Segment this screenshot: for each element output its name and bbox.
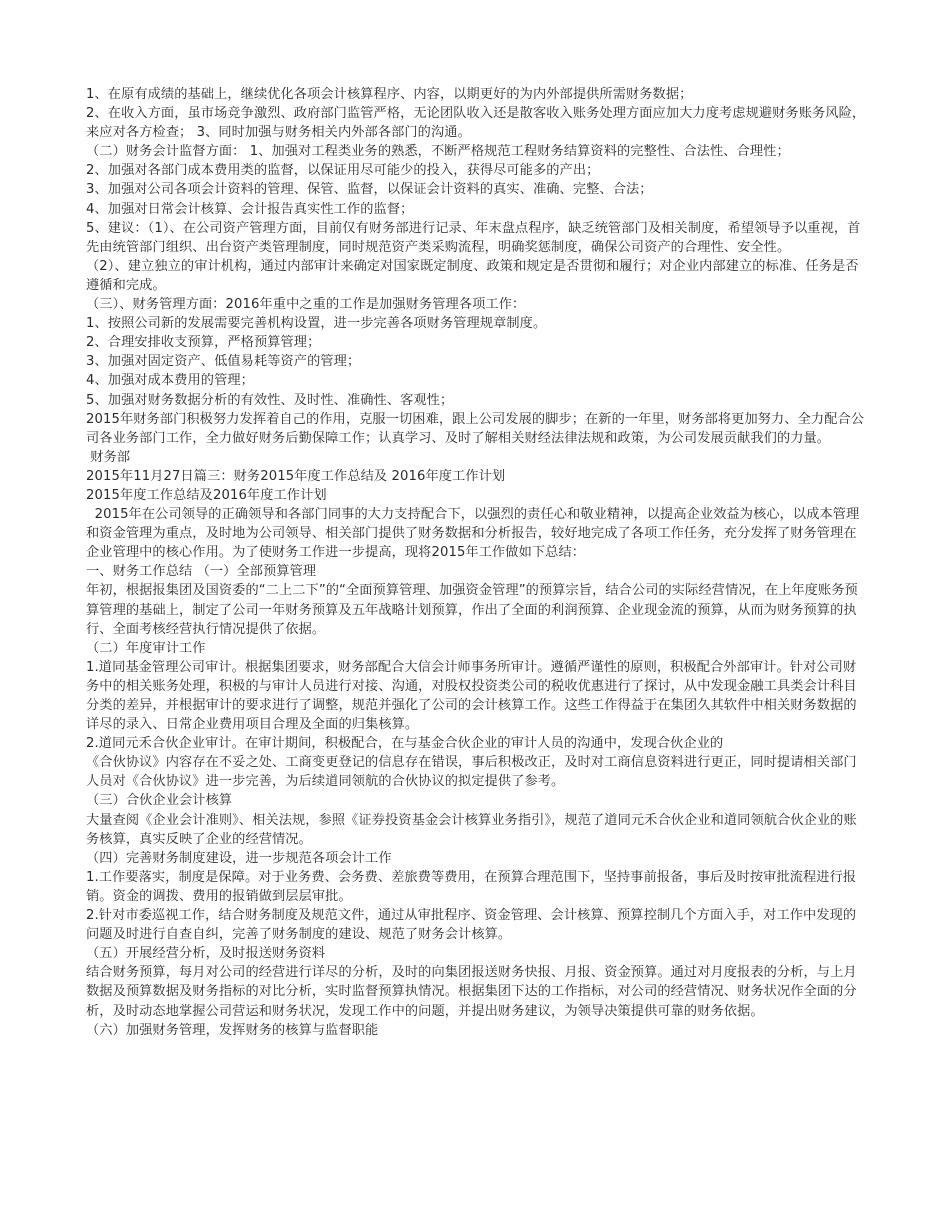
document-line: 2.道同元禾合伙企业审计。在审计期间，积极配合，在与基金合伙企业的审计人员的沟通中，发现合伙企业的 [86, 736, 724, 752]
document-line: 1、在原有成绩的基础上，继续优化各项会计核算程序、内容，以期更好的为内外部提供所需财务数据； [86, 87, 693, 102]
document-line: 2、在收入方面，虽市场竞争激烈、政府部门监管严格，无论团队收入还是散客收入账务处理方面应加大力度考虑规避财务账务风险，来应对各方检查； 3、同时加强与财务相关内外部各部门的沟通。 [86, 106, 866, 141]
document-line: 2、合理安排收支预算，严格预算管理； [86, 335, 321, 351]
document-line: 3、加强对公司各项会计资料的管理、保管、监督，以保证会计资料的真实、准确、完整、合法； [86, 182, 653, 198]
document-text-body [86, 85, 868, 1040]
document-line: 2.针对市委巡视工作，结合财务制度及规范文件，通过从审批程序、资金管理、会计核算、预算控制几个方面入手，对工作中发现的问题及时进行自查自纠，完善了财务制度的建设、规范了财务会计核算。 [86, 908, 857, 943]
document-line: 1、按照公司新的发展需要完善机构设置，进一步完善各项财务管理规章制度。 [86, 316, 547, 332]
document-line: 1.工作要落实，制度是保障。对于业务费、会务费、差旅费等费用，在预算合理范围下，坚持事前报备，事后及时按审批流程进行报销。资金的调拨、费用的报销做到层层审批。 [86, 869, 857, 904]
document-line: 2015年在公司领导的正确领导和各部门同事的大力支持配合下，以强烈的责任心和敬业精神，以提高企业效益为核心，以成本管理和资金管理为重点，及时地为公司领导、相关部门提供了财务数据和分析报告，较好地完成了各项工作任务，充分发挥了财务管理在企业管理中的核心作用。为了使财务工作进一步提高，现将2015年工作做如下总结： [86, 507, 860, 561]
document-line: （二）财务会计监督方面： 1、加强对工程类业务的熟悉，不断严格规范工程财务结算资料的完整性、合法性、合理性； [86, 144, 790, 160]
document-line: 5、建议：（1）、在公司资产管理方面，目前仅有财务部进行记录、年末盘点程序，缺乏统管部门及相关制度，希望领导予以重视，首先由统管部门组织、出台资产类管理制度，同时规范资产类采购流程，明确奖惩制度，确保公司资产的合理性、安全性。 [86, 220, 861, 255]
document-line: 大量查阅《企业会计准则》、相关法规，参照《证券投资基金会计核算业务指引》，规范了道同元禾合伙企业和道同领航合伙企业的账务核算，真实反映了企业的经营情况。 [86, 812, 857, 847]
document-line: 财务部 [86, 449, 131, 465]
document-line: 结合财务预算，每月对公司的经营进行详尽的分析，及时的向集团报送财务快报、月报、资金预算。通过对月度报表的分析，与上月数据及预算数据及财务指标的对比分析，实时监督预算执情况。根据集团下达的工作指标，对公司的经营情况、财务状况作全面的分析，及时动态地掌握公司营运和财务状况，发现工作中的问题，并提出财务建议，为领导决策提供可靠的财务依据。 [86, 965, 857, 1019]
document-line: 1.道同基金管理公司审计。根据集团要求，财务部配合大信会计师事务所审计。遵循严谨性的原则，积极配合外部审计。针对公司财务中的相关账务处理，积极的与审计人员进行对接、沟通，对股权投资类公司的税收优惠进行了探讨，从中发现金融工具类会计科目分类的差异，并根据审计的要求进行了调整，规范并强化了公司的会计核算工作。这些工作得益于在集团久其软件中相关财务数据的详尽的录入、日常企业费用项目合理及全面的归集核算。 [86, 659, 857, 733]
document-line: 4、加强对成本费用的管理； [86, 373, 254, 389]
document-line: （三）、财务管理方面：2016年重中之重的工作是加强财务管理各项工作： [86, 297, 526, 313]
document-line: 2、加强对各部门成本费用类的监督，以保证用尽可能少的投入，获得尽可能多的产出； [86, 163, 600, 179]
document-line: 《合伙协议》内容存在不妥之处、工商变更登记的信息存在错误，事后积极改正，及时对工商信息资料进行更正，同时提请相关部门人员对《合伙协议》进一步完善，为后续道同领航的合伙协议的拟定提供了参考。 [86, 755, 857, 790]
document-line: （2）、建立独立的审计机构，通过内部审计来确定对国家既定制度、政策和规定是否贯彻和履行；对企业内部建立的标准、任务是否遵循和完成。 [86, 258, 859, 293]
document-line: 年初，根据报集团及国资委的“二上二下”的“全面预算管理、加强资金管理”的预算宗旨，结合公司的实际经营情况，在上年度账务预算管理的基础上，制定了公司一年财务预算及五年战略计划预算，作出了全面的利润预算、企业现金流的预算，从而为财务预算的执行、全面考核经营执行情况提供了依据。 [86, 583, 858, 637]
document-line: （六）加强财务管理，发挥财务的核算与监督职能 [86, 1022, 379, 1038]
document-line: 2015年财务部门积极努力发挥着自己的作用，克服一切困难，跟上公司发展的脚步；在新的一年里，财务部将更加努力、全力配合公司各业务部门工作，全力做好财务后勤保障工作；认真学习、及时了解相关财经法律法规和政策，为公司发展贡献我们的力量。 [86, 411, 865, 446]
document-line: 2015年度工作总结及2016年度工作计划 [86, 487, 327, 503]
document-line: （二）年度审计工作 [86, 640, 206, 656]
document-line: 5、加强对财务数据分析的有效性、及时性、准确性、客观性； [86, 392, 454, 408]
document-line: （三）合伙企业会计核算 [86, 793, 233, 809]
document-line: 2015年11月27日篇三：财务2015年度工作总结及 2016年度工作计划 [86, 468, 506, 484]
document-line: 3、加强对固定资产、低值易耗等资产的管理； [86, 354, 361, 370]
document-line: 一、财务工作总结 （一）全部预算管理 [86, 564, 317, 580]
document-line: （五）开展经营分析，及时报送财务资料 [86, 946, 326, 962]
document-line: 4、加强对日常会计核算、会计报告真实性工作的监督； [86, 201, 414, 217]
document-line: （四）完善财务制度建设，进一步规范各项会计工作 [86, 850, 392, 866]
